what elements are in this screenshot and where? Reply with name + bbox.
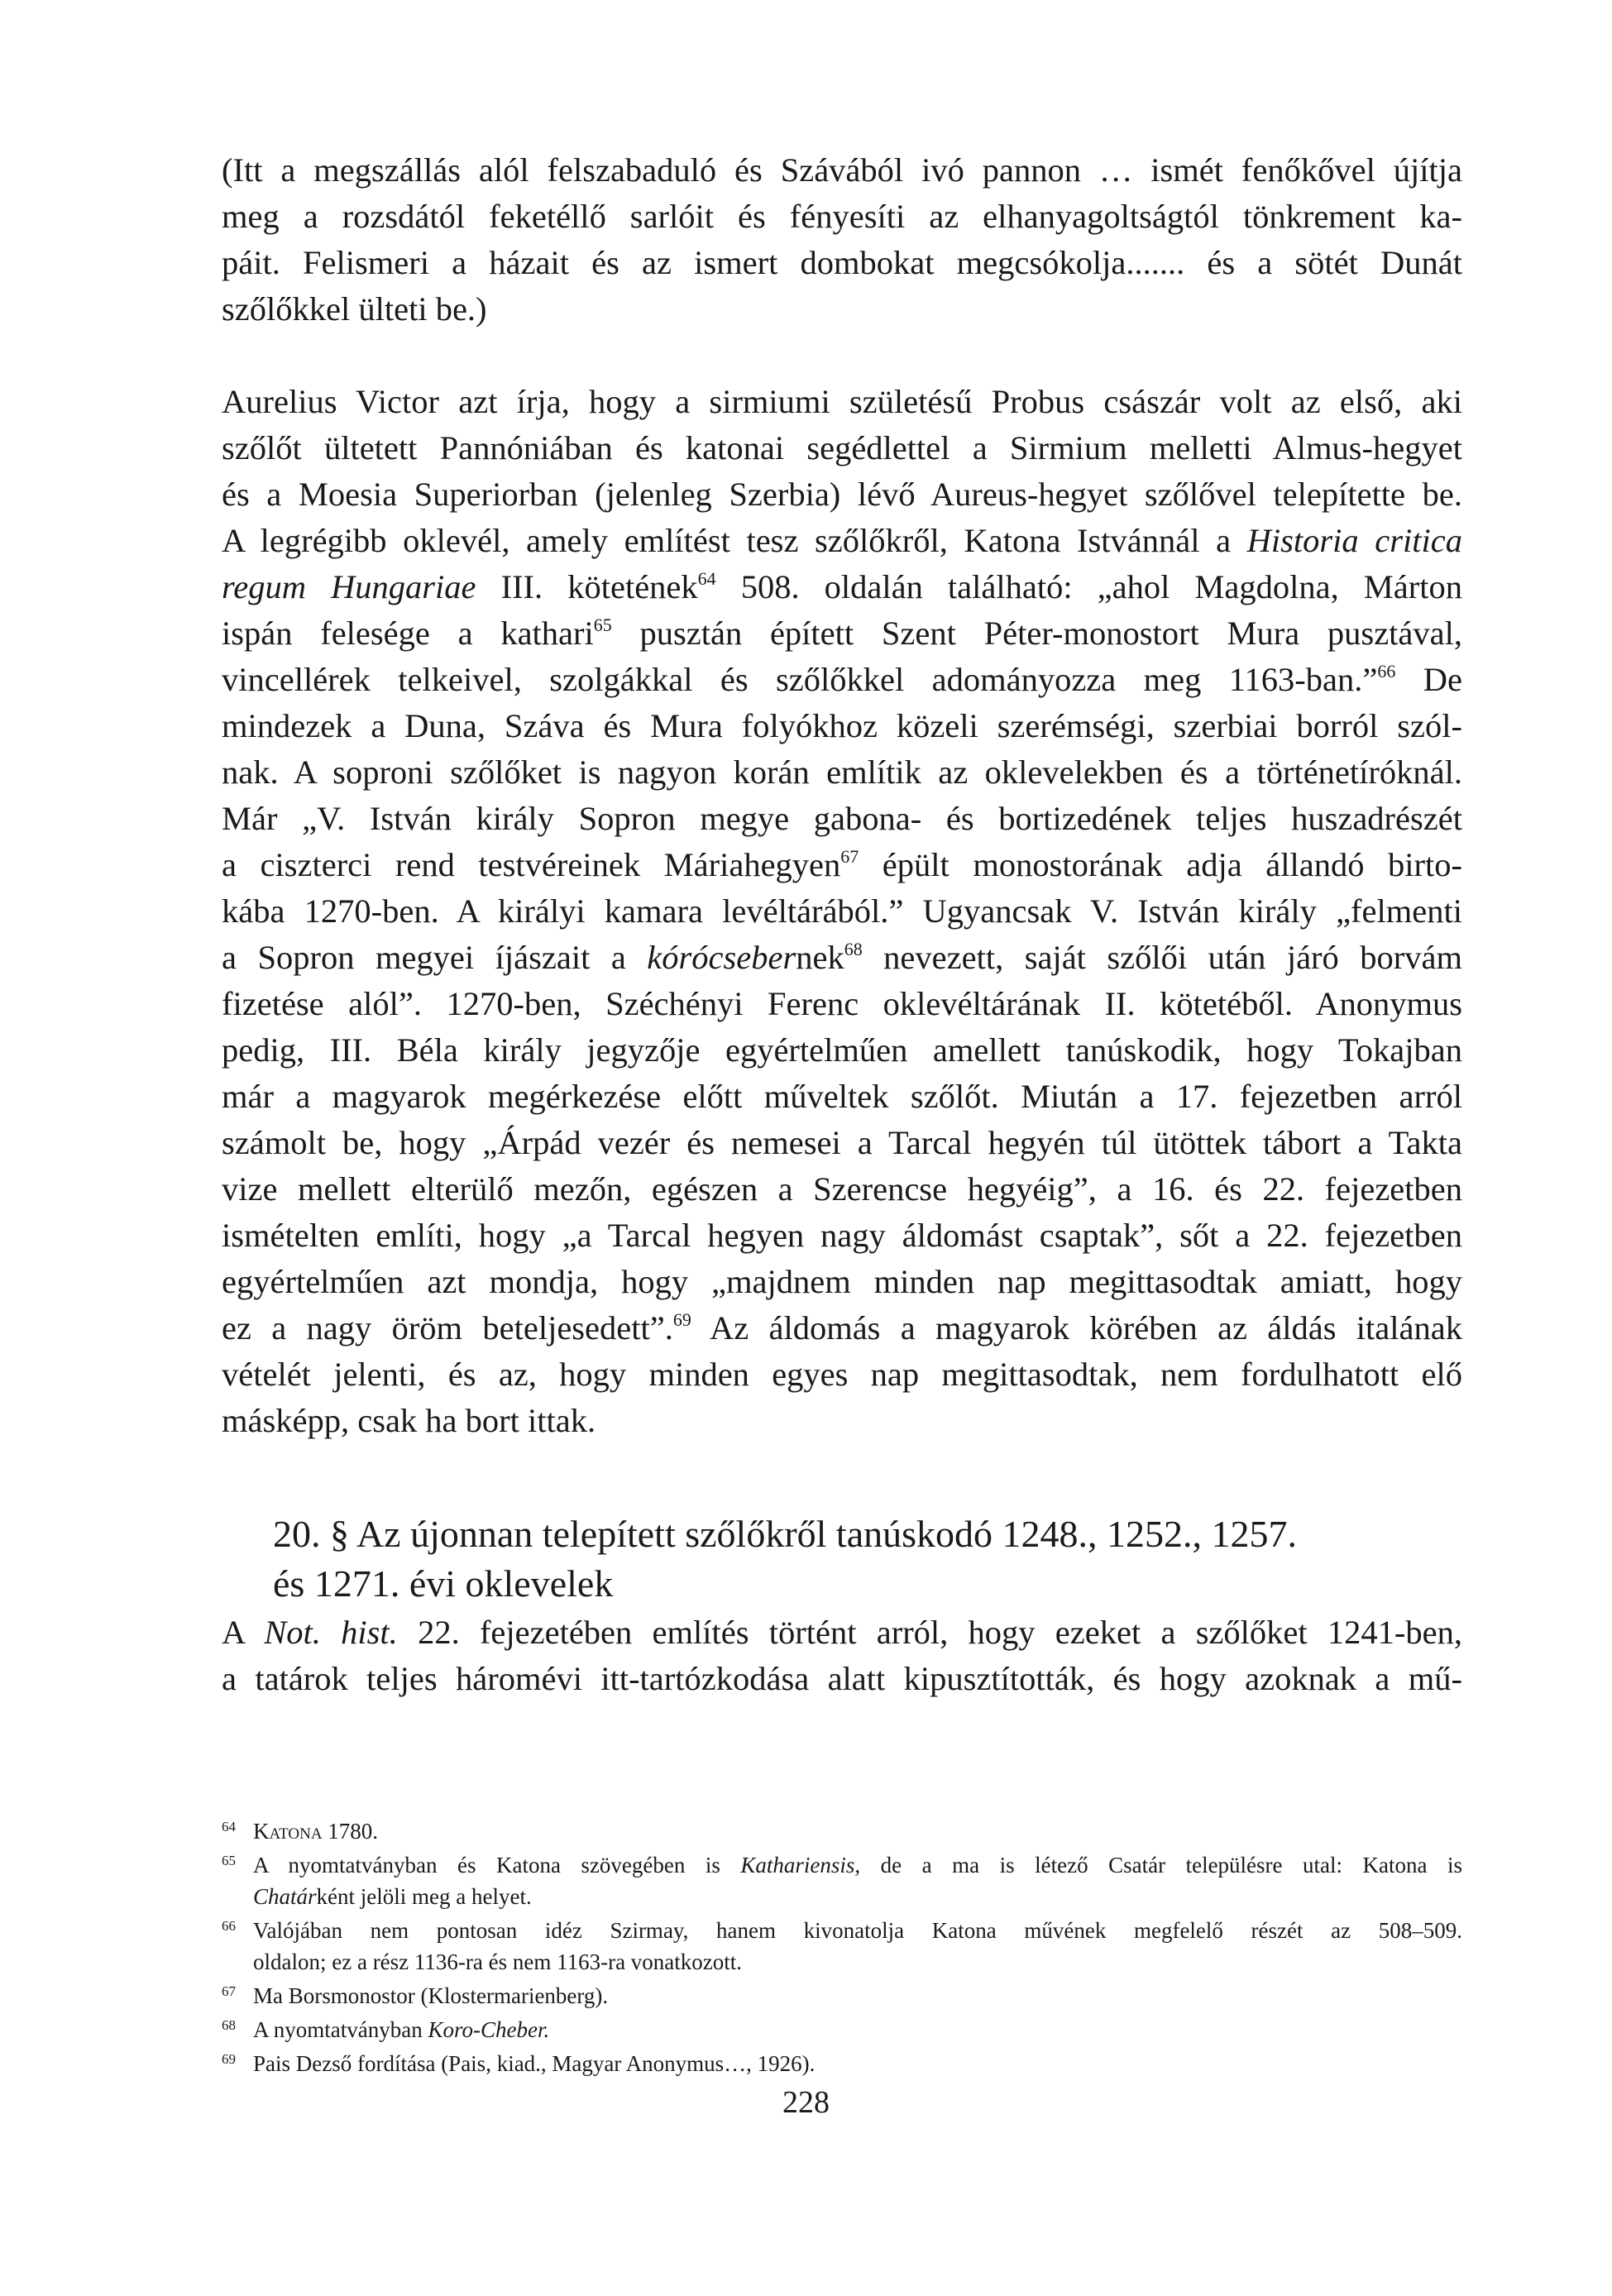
section-heading: [273, 1509, 1472, 1609]
paragraph-main: [222, 379, 1462, 1444]
footnote-number: 68: [222, 2017, 236, 2033]
italic-title: regum Hungariae: [222, 568, 476, 605]
text-line: páit. Felismeri a házait és az ismert dombokat megcsókolja....... és a sötét Dunát: [222, 244, 1462, 281]
text-line: és a Moesia Superiorban (jelenleg Szerbia) lévő Aureus-hegyet szőlővel telepítette be.: [222, 476, 1462, 513]
footnote-ref[interactable]: 68: [844, 938, 863, 959]
text-line: ismételten említi, hogy „a Tarcal hegyen nagy áldomást csaptak”, sőt a 22. fejezetben: [222, 1217, 1462, 1254]
text-line: nak. A soproni szőlőket is nagyon korán említik az oklevelekben és a történetíróknál.: [222, 753, 1462, 791]
text-line: fizetése alól”. 1270-ben, Széchényi Ferenc oklevéltárának II. kötetéből. Anonymus: [222, 985, 1462, 1022]
footnote-ref[interactable]: 67: [840, 845, 859, 867]
footnotes: [222, 1815, 1462, 2082]
footnote-ref[interactable]: 64: [697, 567, 716, 589]
text-line: vételét jelenti, és az, hogy minden egyes nap megittasodtak, nem fordulhatott elő: [222, 1356, 1462, 1393]
text-line: mindezek a Duna, Száva és Mura folyókhoz közeli szerémségi, szerbiai borról szól-: [222, 707, 1462, 744]
section-heading-line: 20. § Az újonnan telepített szőlőkről tanúskodó 1248., 1252., 1257.: [273, 1513, 1298, 1555]
text-line: regum Hungariae III. kötetének$^{64}$ 508. oldalán található: „ahol Magdolna, Márton: [222, 567, 1462, 605]
text-line: a tatárok teljes háromévi itt-tartózkodása alatt kipusztították, és hogy azoknak a mű-: [222, 1660, 1462, 1697]
text-line: számolt be, hogy „Árpád vezér és nemesei a Tarcal hegyén túl ütöttek tábort a Takta: [222, 1124, 1462, 1161]
text-line: egyértelműen azt mondja, hogy „majdnem minden nap megittasodtak amiatt, hogy: [222, 1263, 1462, 1300]
text-line: Aurelius Victor azt írja, hogy a sirmiumi születésű Probus császár volt az első, aki: [222, 383, 1462, 420]
text-line: vincellérek telkeivel, szolgákkal és szőlőkkel adományozza meg 1163-ban.”$^{66}$ De: [222, 660, 1462, 698]
text-line: A legrégibb oklevél, amely említést tesz szőlőkről, Katona Istvánnál a Historia critica: [222, 522, 1462, 559]
footnote-number: 66: [222, 1918, 236, 1934]
footnote: 68 A nyomtatványban Koro-Cheber.: [222, 2014, 1462, 2045]
paragraph-section: [222, 1610, 1462, 1702]
footnote-number: 69: [222, 2051, 236, 2067]
footnote-number: 65: [222, 1853, 236, 1868]
footnote-ref[interactable]: 65: [593, 614, 612, 635]
footnote: 66 Valójában nem pontosan idéz Szirmay, hanem kivonatolja Katona művének megfelelő részét az 508–509. oldalon; ez a rész 1136-ra és nem 1163-ra vonatkozott.: [222, 1915, 1462, 1978]
text-line: a Sopron megyei íjászait a kórócsebernek$^{68}$ nevezett, saját szőlői után járó borvám: [222, 938, 1462, 976]
text-line: másképp, csak ha bort ittak.: [222, 1402, 596, 1439]
text-line: kába 1270-ben. A királyi kamara levéltárából.” Ugyancsak V. István király „felmenti: [222, 892, 1462, 930]
italic-term: kórócseber: [647, 939, 796, 976]
footnote-ref[interactable]: 66: [1377, 660, 1396, 682]
text-line: Már „V. István király Sopron megye gabona- és bortizedének teljes huszadrészét: [222, 800, 1462, 837]
section-heading-line: és 1271. évi oklevelek: [273, 1562, 614, 1605]
text-line: ispán felesége a kathari$^{65}$ pusztán épített Szent Péter-monostort Mura pusztával,: [222, 614, 1463, 652]
text-line: ez a nagy öröm beteljesedett”.$^{69}$ Az áldomás a magyarok körében az áldás italának: [222, 1308, 1462, 1347]
footnote: 65 A nyomtatványban és Katona szövegében is Kathariensis, de a ma is létező Csatár településre utal: Katona is Chatárként jelöli meg a helyet.: [222, 1849, 1462, 1912]
page-number: 228: [782, 2085, 830, 2120]
footnote: 69 Pais Dezső fordítása (Pais, kiad., Magyar Anonymus…, 1926).: [222, 2048, 1462, 2079]
text-line: szőlőt ültetett Pannóniában és katonai segédlettel a Sirmium melletti Almus-hegyet: [222, 429, 1462, 466]
footnote: 64 Katona 1780.: [222, 1815, 1462, 1847]
text-line: pedig, III. Béla király jegyzője egyértelműen amellett tanúskodik, hogy Tokajban: [222, 1031, 1462, 1069]
italic-abbrev: Not. hist.: [264, 1614, 398, 1651]
footnote-number: 64: [222, 1819, 236, 1834]
text-line: a ciszterci rend testvéreinek Máriahegyen$^{67}$ épült monostorának adja állandó birto-: [222, 845, 1462, 883]
author-name: Katona: [253, 1819, 323, 1844]
footnote-ref[interactable]: 69: [672, 1308, 691, 1330]
text-line: szőlőkkel ülteti be.): [222, 290, 487, 328]
text-line: már a magyarok megérkezése előtt műveltek szőlőt. Miután a 17. fejezetben arról: [222, 1078, 1462, 1115]
text-line: (Itt a megszállás alól felszabaduló és Szávából ivó pannon … ismét fenőkővel újítja: [222, 151, 1462, 189]
text-line: vize mellett elterülő mezőn, egészen a Szerencse hegyéig”, a 16. és 22. fejezetben: [222, 1170, 1462, 1208]
footnote-number: 67: [222, 1983, 236, 1999]
text-line: A Not. hist. 22. fejezetében említés történt arról, hogy ezeket a szőlőket 1241-ben,: [222, 1614, 1463, 1651]
footnote: 67 Ma Borsmonostor (Klostermarienberg).: [222, 1980, 1462, 2011]
italic-title: Historia critica: [1246, 522, 1462, 559]
text-line: meg a rozsdától feketéllő sarlóit és fényesíti az elhanyagoltságtól tönkrement ka-: [222, 198, 1462, 235]
paragraph-quote: [222, 147, 1462, 332]
